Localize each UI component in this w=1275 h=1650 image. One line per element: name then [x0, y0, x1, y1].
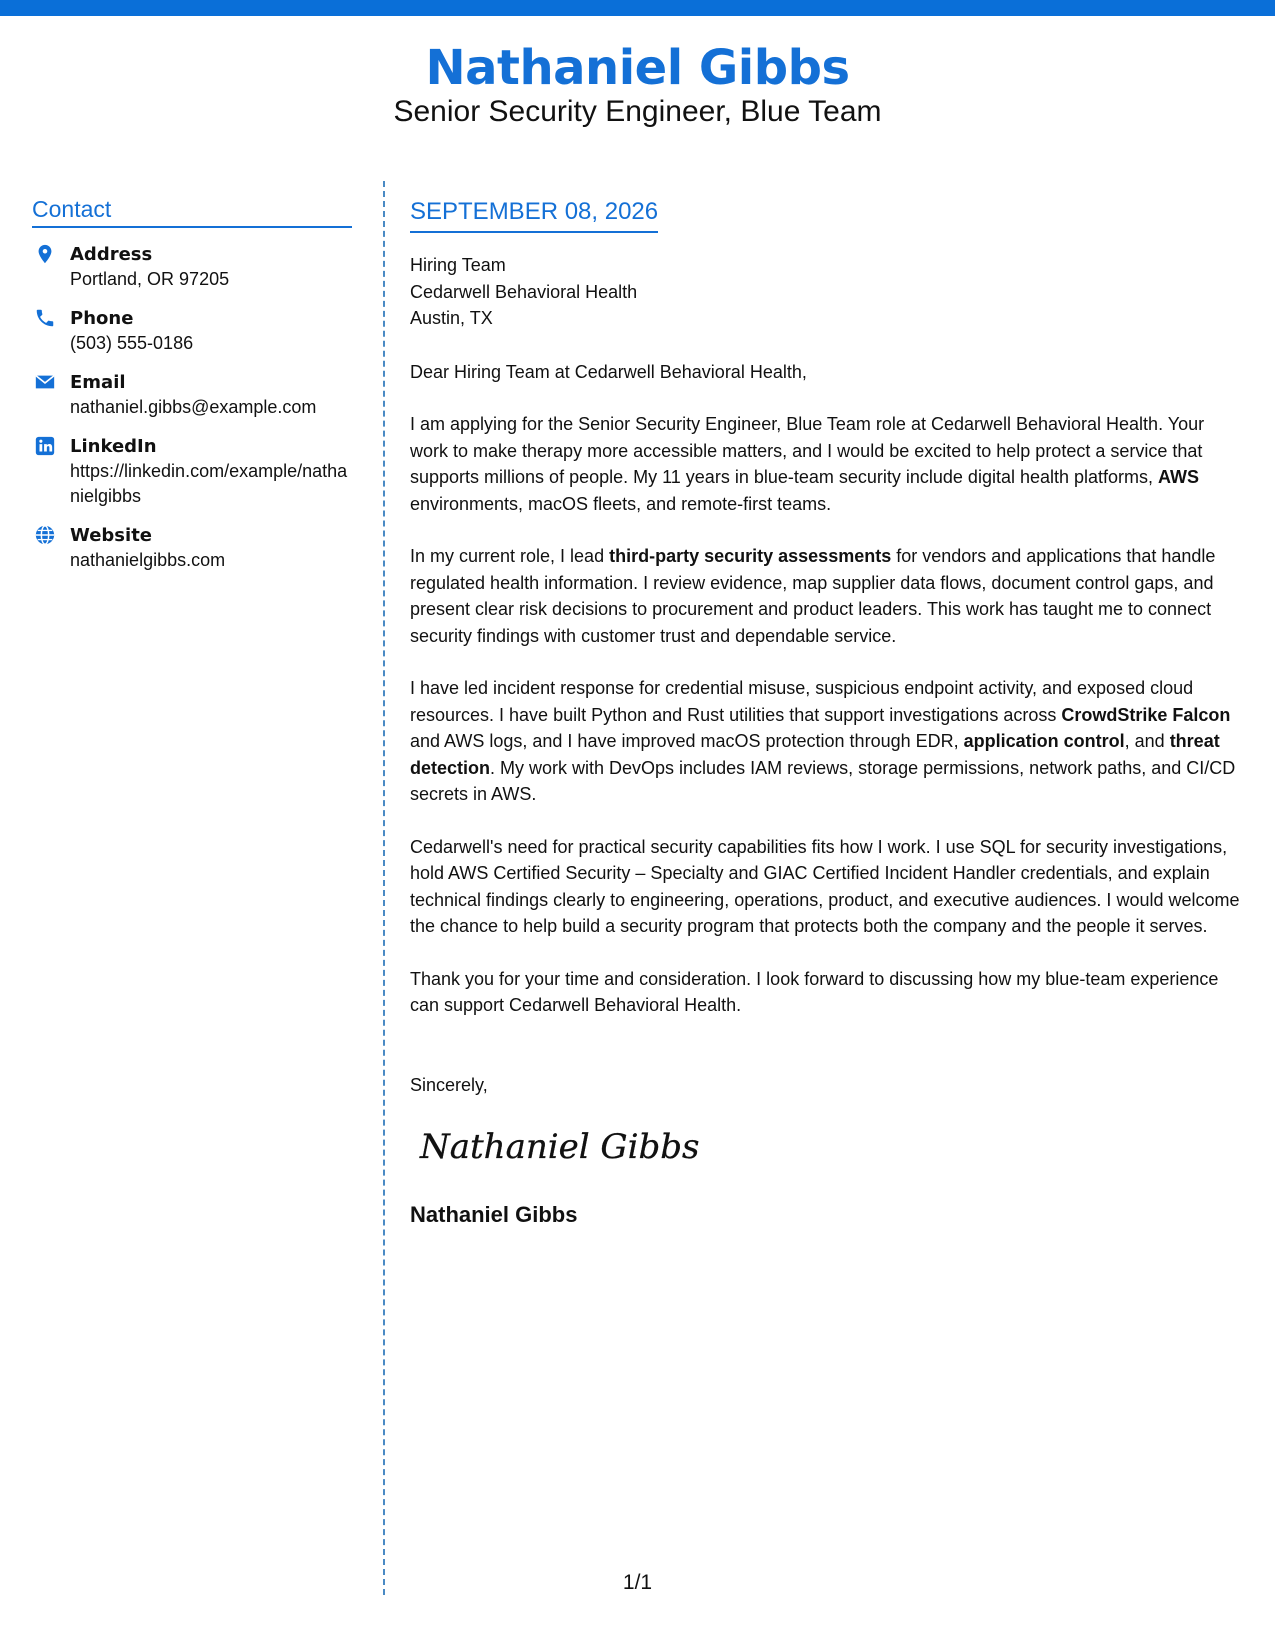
linkedin-icon	[34, 435, 56, 457]
page-header	[0, 40, 1275, 130]
emphasized-text: AWS	[1158, 467, 1200, 487]
handwritten-signature	[416, 1122, 700, 1172]
paragraph-text: Thank you for your time and consideration. I look forward to discussing how my blue-team experience can support Cedarwell Behavioral Health.	[410, 968, 1219, 1015]
salutation: Dear Hiring Team at Cedarwell Behavioral Health,	[410, 361, 807, 382]
paragraph-text: I have led incident response for credential misuse, suspicious endpoint activity, and exposed cloud resources. I have built Python and Rust utilities that support investigations across	[410, 678, 1194, 725]
paragraph-text: for vendors and applications that handle regulated health information. I review evidence, map supplier data flows, document control gaps, and present clear risk decisions to procurement and product leaders. This work has taught me to connect security findings with customer trust and dependable service.	[410, 546, 1216, 646]
top-accent-bar	[0, 0, 1275, 16]
paragraph-text: . My work with DevOps includes IAM reviews, storage permissions, network paths, and CI/CD secrets in AWS.	[410, 757, 1236, 804]
phone-icon	[34, 307, 56, 329]
globe-icon	[34, 524, 56, 546]
signature-script: Nathaniel Gibbs	[420, 1127, 700, 1167]
contact-value[interactable]: nathanielgibbs.com	[70, 550, 226, 570]
contact-label: Address	[70, 244, 153, 265]
contact-label: LinkedIn	[70, 436, 157, 457]
contact-sidebar	[32, 196, 352, 587]
recipient-line: Cedarwell Behavioral Health	[410, 281, 638, 302]
recipient-block	[410, 252, 1242, 332]
letter-body	[410, 198, 1242, 1228]
contact-item-address	[32, 242, 352, 292]
contact-label: Website	[70, 525, 153, 546]
letter-paragraph	[410, 675, 1242, 808]
letter-paragraph	[410, 411, 1242, 517]
paragraph-text: , and	[1124, 731, 1170, 751]
envelope-icon	[34, 371, 56, 393]
emphasized-text: application control	[963, 731, 1125, 751]
emphasized-text: threat detection	[410, 731, 1220, 778]
letter-paragraph	[410, 966, 1242, 1019]
contact-item-linkedin	[32, 434, 352, 509]
letter-paragraphs	[410, 411, 1242, 1019]
contact-value: (503) 555-0186	[70, 333, 194, 353]
contact-label: Phone	[70, 308, 134, 329]
candidate-title: Senior Security Engineer, Blue Team	[393, 94, 882, 128]
paragraph-text: I am applying for the Senior Security Engineer, Blue Team role at Cedarwell Behavioral Health. Your work to make therapy more accessible matters, and I would be excited to help protect a service that supports millions of people. My 11 years in blue-team security include digital health platforms,	[410, 414, 1205, 487]
contact-value: Portland, OR 97205	[70, 269, 230, 289]
contact-value[interactable]: https://linkedin.com/example/nathanielgibbs	[70, 461, 348, 506]
recipient-line: Hiring Team	[410, 255, 506, 275]
closing: Sincerely,	[410, 1074, 488, 1095]
contact-item-website	[32, 523, 352, 573]
emphasized-text: third-party security assessments	[609, 546, 892, 566]
contact-label: Email	[70, 372, 126, 393]
column-divider	[383, 181, 385, 1595]
paragraph-text: environments, macOS fleets, and remote-first teams.	[410, 493, 832, 514]
contact-item-phone	[32, 306, 352, 356]
paragraph-text: In my current role, I lead	[410, 546, 610, 566]
letter-paragraph	[410, 543, 1242, 649]
recipient-line: Austin, TX	[410, 308, 493, 328]
paragraph-text: and AWS logs, and I have improved macOS protection through EDR,	[410, 731, 964, 751]
emphasized-text: CrowdStrike Falcon	[1061, 704, 1231, 725]
letter-paragraph	[410, 834, 1242, 940]
letter-date: SEPTEMBER 08, 2026	[410, 198, 658, 233]
page-number: 1/1	[622, 1571, 653, 1594]
contact-item-email	[32, 370, 352, 420]
paragraph-text: Cedarwell's need for practical security capabilities fits how I work. I use SQL for security investigations, hold AWS Certified Security – Specialty and GIAC Certified Incident Handler credentials, and explain technical findings clearly to engineering, operations, product, and executive audiences. I would welcome the chance to help build a security program that protects both the company and the people it serves.	[410, 836, 1240, 936]
candidate-name: Nathaniel Gibbs	[425, 40, 850, 96]
map-pin-icon	[34, 243, 56, 265]
contact-heading: Contact	[32, 196, 352, 228]
contact-value[interactable]: nathaniel.gibbs@example.com	[70, 397, 317, 417]
signature-name: Nathaniel Gibbs	[410, 1202, 578, 1227]
